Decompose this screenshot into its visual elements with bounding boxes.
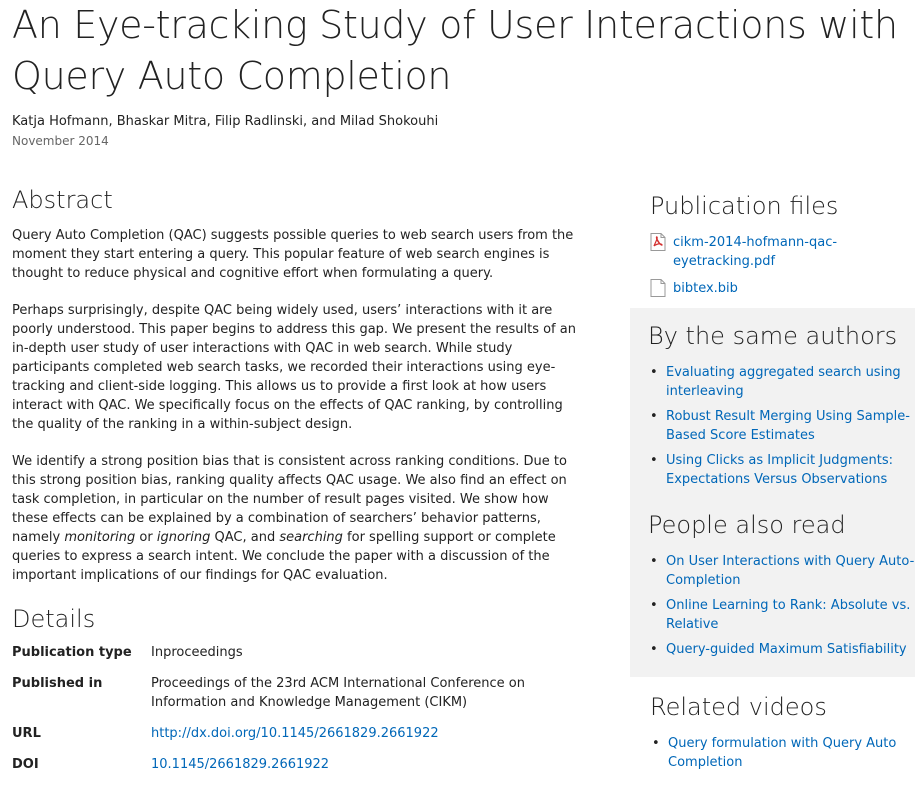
details-row xyxy=(12,755,581,786)
abstract-paragraph-3 xyxy=(12,452,582,585)
list-item xyxy=(648,451,915,489)
same-authors-heading: By the same authors xyxy=(648,322,898,350)
also-read-heading: People also read xyxy=(648,511,846,539)
related-videos-section xyxy=(630,691,915,772)
abstract-heading: Abstract xyxy=(12,186,113,214)
abstract-text: or xyxy=(135,530,157,545)
details-key: Published in xyxy=(12,676,103,691)
bib-file-link[interactable]: bibtex.bib xyxy=(673,281,738,296)
details-table xyxy=(12,643,581,786)
pdf-file-icon xyxy=(650,233,666,251)
also-read-link[interactable]: Query-guided Maximum Satisfiability xyxy=(666,642,907,657)
related-videos-list xyxy=(650,734,915,772)
details-row xyxy=(12,724,581,755)
list-item xyxy=(648,552,915,590)
abstract-text: for spelling support or complete queries to express a search intent. We conclude the paper with a discussion of the important implications of our findings for QAC evaluation. xyxy=(12,530,556,583)
url-link[interactable]: http://dx.doi.org/10.1145/2661829.2661922 xyxy=(151,726,439,741)
doi-link[interactable]: 10.1145/2661829.2661922 xyxy=(151,757,330,772)
publication-files-heading: Publication files xyxy=(650,192,839,220)
related-box xyxy=(630,308,915,677)
authors: Katja Hofmann, Bhaskar Mitra, Filip Radlinski, and Milad Shokouhi xyxy=(12,114,439,129)
publication-files-section xyxy=(630,190,915,298)
file-list xyxy=(650,233,915,298)
details-key: URL xyxy=(12,726,41,741)
same-authors-list xyxy=(648,363,915,489)
video-link[interactable]: Query formulation with Query Auto Completion xyxy=(668,736,897,770)
details-value-cell xyxy=(151,755,581,786)
abstract-text: We identify a strong position bias that is consistent across ranking conditions. Due to this strong position bias, ranking quality affects QAC usage. We also find an effect on task completion, in particular on the number of result pages visited. We show how these effects can be explained by a combination of searchers’ behavior patterns, namely xyxy=(12,454,567,545)
also-read-link[interactable]: On User Interactions with Query Auto-Completion xyxy=(666,554,915,588)
list-item xyxy=(648,407,915,445)
abstract-section xyxy=(12,184,582,585)
list-item xyxy=(648,363,915,401)
details-key: DOI xyxy=(12,757,39,772)
same-authors-link[interactable]: Robust Result Merging Using Sample-Based Score Estimates xyxy=(666,409,910,443)
details-value-cell xyxy=(151,724,581,755)
list-item xyxy=(648,596,915,634)
details-value: Inproceedings xyxy=(151,645,243,660)
spacer xyxy=(648,495,915,509)
file-item-pdf[interactable] xyxy=(650,233,915,271)
abstract-text: QAC, and xyxy=(210,530,280,545)
sidebar xyxy=(630,190,915,778)
details-heading: Details xyxy=(12,605,96,633)
also-read-link[interactable]: Online Learning to Rank: Absolute vs. Relative xyxy=(666,598,911,632)
related-videos-heading: Related videos xyxy=(650,693,827,721)
pdf-file-link[interactable]: cikm-2014-hofmann-qac-eyetracking.pdf xyxy=(673,235,838,269)
file-item-bib[interactable] xyxy=(650,279,915,298)
emphasis-ignoring: ignoring xyxy=(156,530,211,545)
details-row xyxy=(12,674,581,724)
publication-date: November 2014 xyxy=(12,134,109,148)
list-item xyxy=(648,640,915,659)
details-key: Publication type xyxy=(12,645,132,660)
same-authors-link[interactable]: Using Clicks as Implicit Judgments: Expectations Versus Observations xyxy=(666,453,893,487)
abstract-paragraph-2: Perhaps surprisingly, despite QAC being widely used, users’ interactions with it are poorly understood. This paper begins to address this gap. We present the results of an in-depth user study of user interactions with QAC in web search. While study participants completed web search tasks, we recorded their interactions using eye-tracking and client-side logging. This allows us to provide a first look at how users interact with QAC. We specifically focus on the effects of QAC ranking, by controlling the quality of the ranking in a within-subject design. xyxy=(12,303,576,432)
details-row xyxy=(12,643,581,674)
details-value: Proceedings of the 23rd ACM International Conference on Information and Knowledge Management (CIKM) xyxy=(151,676,526,710)
emphasis-searching: searching xyxy=(279,530,343,545)
page-title: An Eye-tracking Study of User Interactions with Query Auto Completion xyxy=(12,3,898,98)
file-icon xyxy=(650,279,666,297)
also-read-list xyxy=(648,552,915,659)
main-content xyxy=(12,184,582,786)
emphasis-monitoring: monitoring xyxy=(64,530,136,545)
abstract-paragraph-1: Query Auto Completion (QAC) suggests possible queries to web search users from the moment they start entering a query. This popular feature of web search engines is thought to reduce physical and cognitive effort when formulating a query. xyxy=(12,228,574,281)
same-authors-link[interactable]: Evaluating aggregated search using interleaving xyxy=(666,365,901,399)
list-item xyxy=(650,734,915,772)
details-section xyxy=(12,603,582,786)
